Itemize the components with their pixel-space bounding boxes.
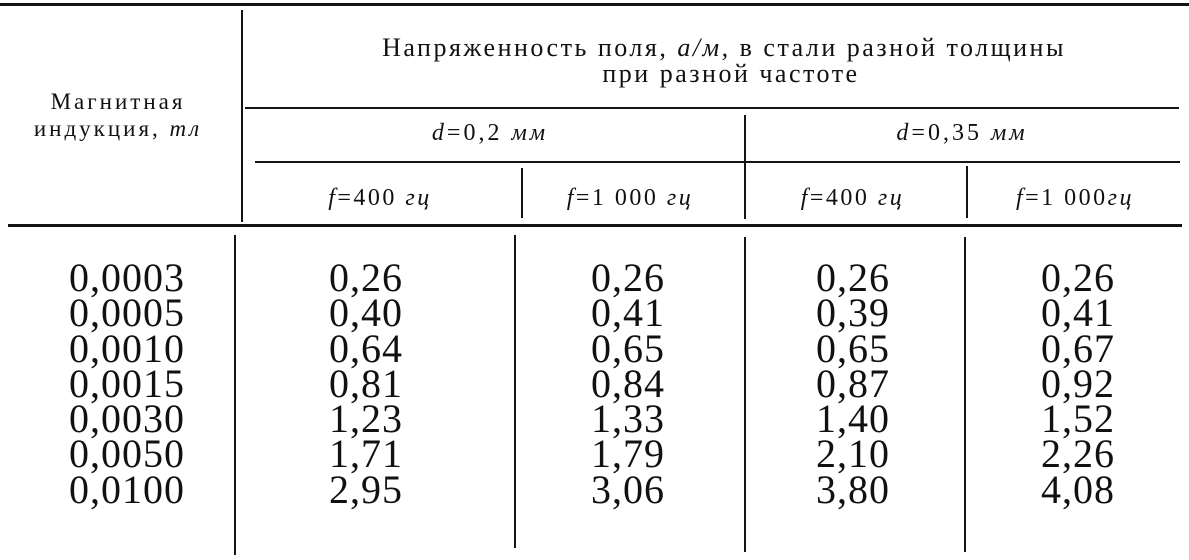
frequency-header-d02-f1000 xyxy=(530,183,730,213)
field-strength-cell: 2,26 xyxy=(1041,431,1115,477)
induction-header-line1: Магнитная xyxy=(50,89,186,114)
field-strength-cell: 0,39 xyxy=(816,290,890,336)
field-strength-cell: 3,80 xyxy=(816,466,890,512)
field-strength-cell: 0,41 xyxy=(591,290,665,336)
frequency-symbol: f xyxy=(1015,185,1026,211)
thickness-header-underline xyxy=(255,161,1180,163)
field-strength-cell: 1,79 xyxy=(591,431,665,477)
field-strength-cell: 1,33 xyxy=(591,396,665,442)
body-divider-3 xyxy=(744,237,746,552)
column-d02-f400 xyxy=(246,255,486,512)
frequency-value: =400 xyxy=(337,185,406,211)
field-strength-cell: 2,95 xyxy=(329,466,403,512)
frequency-value: =1 000 xyxy=(575,185,667,211)
field-strength-cell: 0,67 xyxy=(1041,325,1115,371)
field-strength-cell: 0,64 xyxy=(329,325,403,371)
field-strength-cell: 0,26 xyxy=(591,255,665,300)
top-rule xyxy=(0,3,1189,6)
field-strength-cell: 0,26 xyxy=(816,255,890,300)
frequency-symbol: f xyxy=(328,185,338,211)
header-bottom-rule xyxy=(8,224,1182,227)
header-left-divider xyxy=(241,10,243,222)
frequency-value: =1 000 xyxy=(1025,185,1108,211)
thickness-value: =0,2 xyxy=(446,120,512,146)
induction-header-label: индукция, xyxy=(33,116,170,141)
frequency-header-d035-f1000 xyxy=(975,183,1175,213)
induction-header xyxy=(0,88,236,142)
frequency-header-d02-f400 xyxy=(255,183,505,213)
field-strength-cell: 0,26 xyxy=(1041,255,1115,300)
induction-cell: 0,0003 xyxy=(69,255,185,300)
thickness-unit: мм xyxy=(990,120,1028,146)
induction-cell: 0,0015 xyxy=(69,360,185,406)
frequency-divider-2 xyxy=(966,166,968,218)
field-strength-label: Напряженность поля, xyxy=(382,33,678,62)
field-strength-cell: 0,87 xyxy=(816,360,890,406)
thickness-value: =0,35 xyxy=(911,120,991,146)
field-strength-cell: 3,06 xyxy=(591,466,665,512)
column-induction xyxy=(17,255,237,512)
field-strength-cell: 0,84 xyxy=(591,360,665,406)
field-strength-header-line1 xyxy=(260,35,1188,61)
induction-cell: 0,0030 xyxy=(69,396,185,442)
field-strength-cell: 0,40 xyxy=(329,290,403,336)
field-header-underline xyxy=(245,107,1179,109)
induction-cell: 0,0050 xyxy=(69,431,185,477)
thickness-unit: мм xyxy=(511,120,549,146)
column-d035-f400 xyxy=(758,255,948,512)
body-divider-2 xyxy=(514,235,516,548)
field-strength-header-line2: при разной частоте xyxy=(602,59,860,88)
field-strength-cell: 1,71 xyxy=(329,431,403,477)
induction-cell: 0,0010 xyxy=(69,325,185,371)
field-strength-cell: 1,52 xyxy=(1041,396,1115,442)
body-divider-4 xyxy=(964,237,966,552)
field-strength-cell: 0,92 xyxy=(1041,360,1115,406)
induction-cell: 0,0005 xyxy=(69,290,185,336)
frequency-unit: гц xyxy=(877,185,905,211)
thickness-symbol: d xyxy=(896,120,912,146)
field-strength-cell: 2,10 xyxy=(816,431,890,477)
field-strength-cell: 0,65 xyxy=(816,325,890,371)
thickness-header-0-2mm xyxy=(250,118,730,148)
field-strength-cell: 1,40 xyxy=(816,396,890,442)
frequency-symbol: f xyxy=(566,185,576,211)
thickness-group-divider xyxy=(744,115,746,219)
frequency-unit: гц xyxy=(666,185,694,211)
column-d035-f1000 xyxy=(978,255,1178,512)
field-strength-cell: 1,23 xyxy=(329,396,403,442)
thickness-symbol: d xyxy=(431,120,447,146)
frequency-divider-1 xyxy=(521,168,523,218)
field-strength-cell: 4,08 xyxy=(1041,466,1115,512)
induction-cell: 0,0100 xyxy=(69,466,185,512)
field-strength-label-rest: в стали разной толщины xyxy=(730,33,1066,62)
frequency-header-d035-f400 xyxy=(755,183,950,213)
frequency-unit: гц xyxy=(1107,185,1135,211)
field-strength-cell: 0,41 xyxy=(1041,290,1115,336)
frequency-symbol: f xyxy=(800,185,810,211)
field-strength-cell: 0,81 xyxy=(329,360,403,406)
field-strength-cell: 0,65 xyxy=(591,325,665,371)
field-strength-unit: а/м, xyxy=(677,33,731,62)
frequency-unit: гц xyxy=(405,185,432,211)
field-strength-cell: 0,26 xyxy=(329,255,403,300)
column-d02-f1000 xyxy=(528,255,728,512)
induction-header-line2 xyxy=(0,115,236,142)
thickness-header-0-35mm xyxy=(750,118,1174,148)
induction-unit: тл xyxy=(169,116,203,141)
frequency-value: =400 xyxy=(809,185,878,211)
field-strength-header xyxy=(260,35,1188,87)
